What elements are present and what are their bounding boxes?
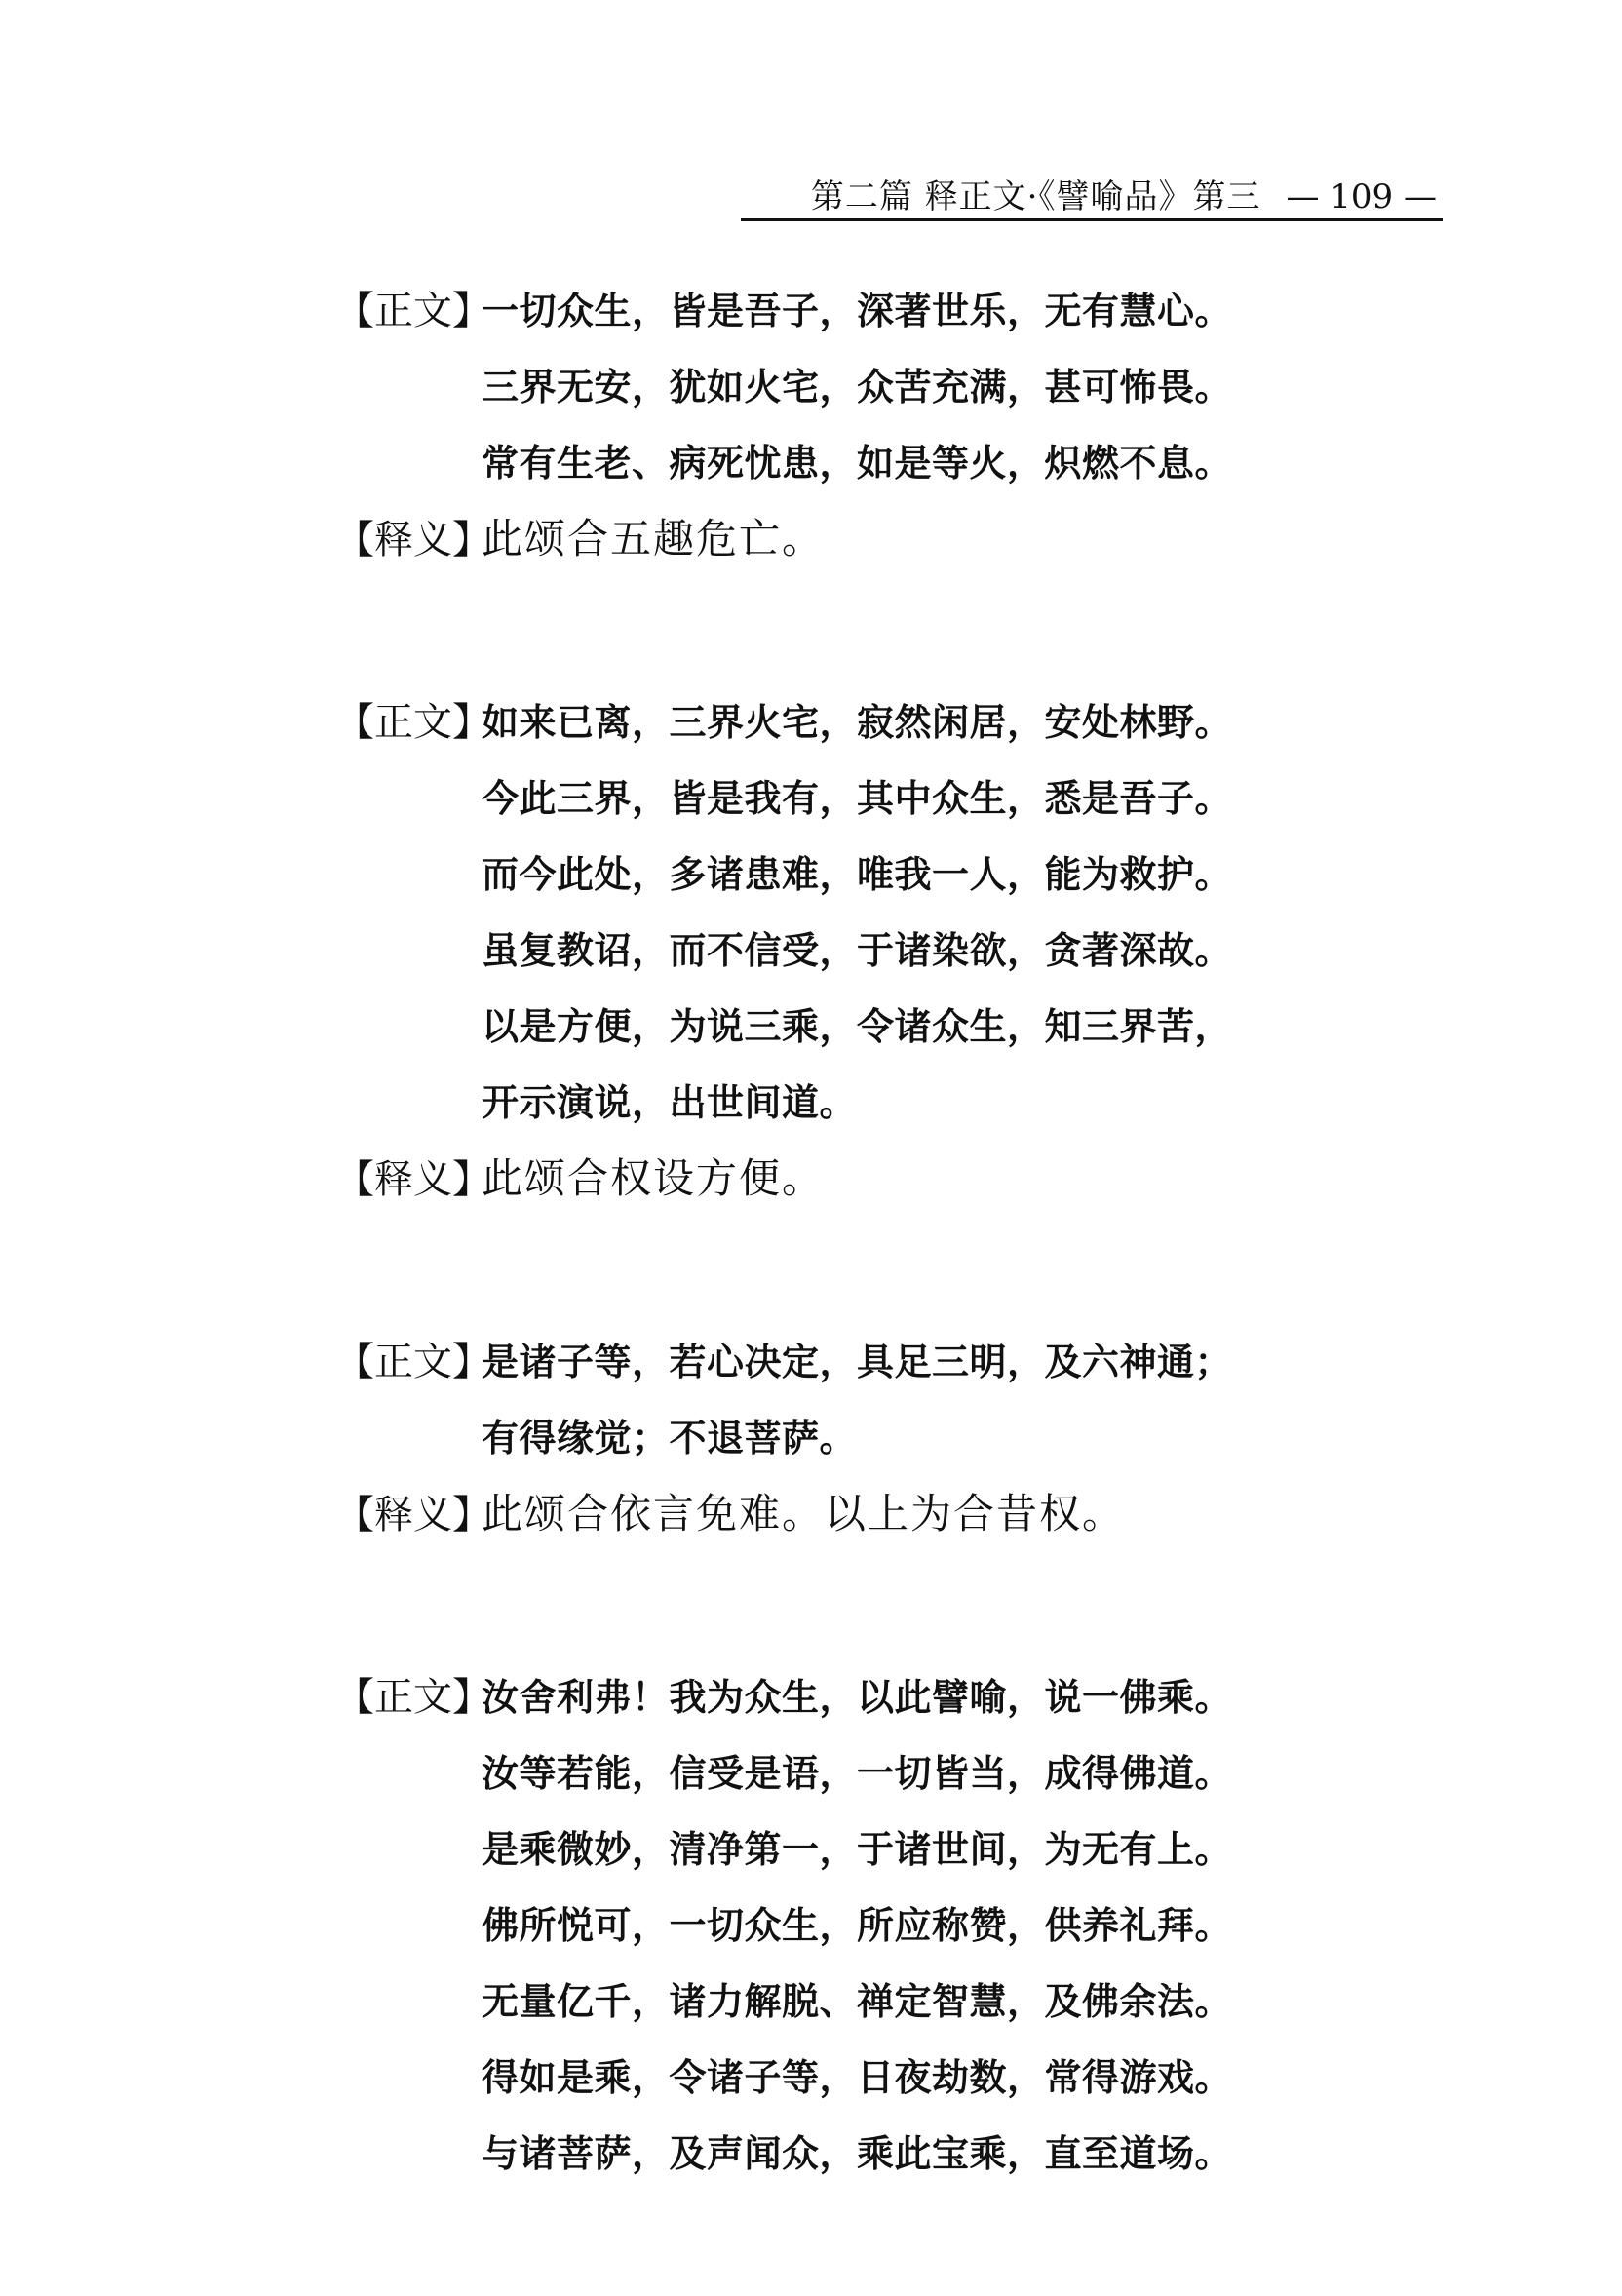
scripture-text: 以是方便，为说三乘，令诸众生，知三界苦， — [482, 1005, 1233, 1048]
page-number: — 109 — — [1286, 177, 1437, 216]
section — [335, 1324, 1505, 1552]
zhengwen-line — [335, 425, 1505, 501]
zhengwen-line — [335, 273, 1505, 349]
scripture-text: 是诸子等，若心决定，具足三明，及六神通； — [482, 1341, 1233, 1383]
commentary-text: 此颂合权设方便。 — [482, 1154, 826, 1202]
scripture-text: 佛所悦可，一切众生，所应称赞，供养礼拜。 — [482, 1904, 1233, 1947]
zhengwen-line — [335, 1400, 1505, 1476]
zhengwen-line — [335, 349, 1505, 425]
header-title: 第二篇 释正文·《譬喻品》第三 — [810, 177, 1261, 216]
scripture-text: 而今此处，多诸患难，唯我一人，能为救护。 — [482, 853, 1233, 896]
zhengwen-line — [335, 1811, 1505, 1887]
zhengwen-line — [335, 1065, 1505, 1141]
scripture-text: 汝舍利弗！我为众生，以此譬喻，说一佛乘。 — [482, 1676, 1233, 1719]
zhengwen-line — [335, 760, 1505, 837]
scripture-text: 一切众生，皆是吾子，深著世乐，无有慧心。 — [482, 290, 1233, 332]
shiyi-line — [335, 1476, 1505, 1552]
zhengwen-line — [335, 837, 1505, 913]
zhengwen-label: 【正文】 — [335, 700, 491, 745]
scripture-text: 有得缘觉；不退菩萨。 — [482, 1417, 858, 1459]
shiyi-label: 【释义】 — [335, 1157, 491, 1202]
scripture-text: 是乘微妙，清净第一，于诸世间，为无有上。 — [482, 1828, 1233, 1871]
zhengwen-line — [335, 1964, 1505, 2040]
shiyi-label: 【释义】 — [335, 1493, 491, 1537]
zhengwen-line — [335, 989, 1505, 1065]
zhengwen-label: 【正文】 — [335, 289, 491, 333]
zhengwen-line — [335, 1324, 1505, 1400]
zhengwen-line — [335, 1887, 1505, 1964]
zhengwen-line — [335, 1735, 1505, 1811]
zhengwen-line — [335, 913, 1505, 989]
commentary-text: 此颂合五趣危亡。 — [482, 515, 826, 563]
running-header — [741, 168, 1443, 221]
scripture-text: 如来已离，三界火宅，寂然闲居，安处林野。 — [482, 701, 1233, 744]
scripture-text: 汝等若能，信受是语，一切皆当，成得佛道。 — [482, 1752, 1233, 1795]
scripture-text: 今此三界，皆是我有，其中众生，悉是吾子。 — [482, 777, 1233, 820]
page-body — [335, 273, 1505, 2192]
scripture-text: 虽复教诏，而不信受，于诸染欲，贪著深故。 — [482, 929, 1233, 972]
scripture-text: 常有生老、病死忧患，如是等火，炽燃不息。 — [482, 442, 1233, 485]
shiyi-label: 【释义】 — [335, 518, 491, 563]
zhengwen-label: 【正文】 — [335, 1340, 491, 1384]
zhengwen-line — [335, 684, 1505, 760]
section — [335, 684, 1505, 1217]
section — [335, 1659, 1505, 2192]
scripture-text: 无量亿千，诸力解脱、禅定智慧，及佛余法。 — [482, 1980, 1233, 2023]
shiyi-line — [335, 501, 1505, 577]
section — [335, 273, 1505, 577]
zhengwen-label: 【正文】 — [335, 1675, 491, 1720]
zhengwen-line — [335, 2040, 1505, 2116]
commentary-text: 此颂合依言免难。以上为合昔权。 — [482, 1490, 1126, 1537]
scripture-text: 得如是乘，令诸子等，日夜劫数，常得游戏。 — [482, 2056, 1233, 2099]
scripture-text: 与诸菩萨，及声闻众，乘此宝乘，直至道场。 — [482, 2132, 1233, 2175]
zhengwen-line — [335, 1659, 1505, 1735]
shiyi-line — [335, 1141, 1505, 1217]
scripture-text: 开示演说，出世间道。 — [482, 1081, 858, 1124]
scripture-text: 三界无安，犹如火宅，众苦充满，甚可怖畏。 — [482, 366, 1233, 409]
zhengwen-line — [335, 2116, 1505, 2192]
